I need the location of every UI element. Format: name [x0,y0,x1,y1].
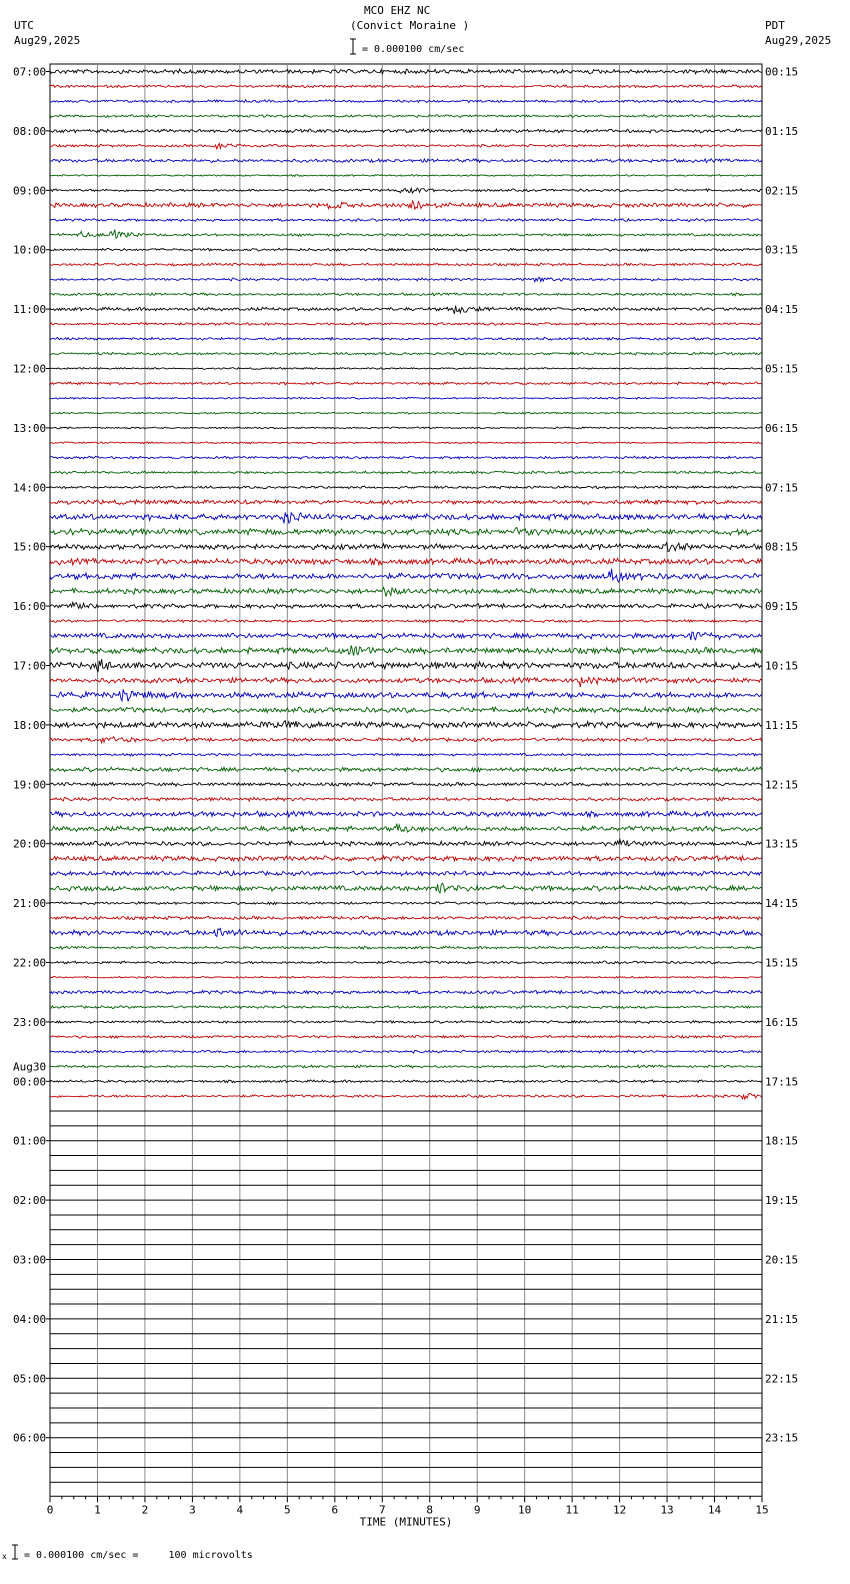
left-hour-label: 06:00 [13,1431,47,1445]
right-hour-label: 01:15 [765,124,799,138]
left-hour-label: 08:00 [13,124,47,138]
seismic-trace [50,144,762,149]
seismic-trace [50,782,762,786]
station-title: MCO EHZ NC [364,4,431,17]
x-tick-label: 3 [189,1503,196,1517]
seismic-trace [50,175,762,177]
seismic-trace [50,569,762,582]
right-hour-label: 11:15 [765,718,799,732]
seismic-trace [50,442,762,444]
x-tick-label: 10 [518,1503,532,1517]
seismic-trace [50,1021,762,1024]
seismic-trace [50,397,762,399]
seismic-trace [50,306,762,314]
seismic-trace [50,500,762,505]
seismic-trace [50,201,762,209]
seismic-trace [50,129,762,133]
date-change-label: Aug30 [13,1060,47,1074]
seismic-trace [50,159,762,163]
seismic-trace [50,1006,762,1009]
x-axis-title: TIME (MINUTES) [359,1515,453,1529]
traces [50,69,762,1482]
left-hour-label: 19:00 [13,778,47,792]
seismic-trace [50,871,762,876]
seismic-trace [50,883,762,893]
seismic-trace [50,219,762,222]
x-tick-label: 5 [284,1503,291,1517]
seismic-trace [50,753,762,756]
right-hour-label: 10:15 [765,659,799,673]
seismic-trace [50,916,762,920]
left-hour-label: 10:00 [13,243,47,257]
left-hour-label: 18:00 [13,718,47,732]
seismic-trace [50,248,762,251]
left-date: Aug29,2025 [14,34,81,47]
seismic-trace [50,528,762,536]
right-hour-label: 20:15 [765,1253,799,1267]
seismic-trace [50,188,762,193]
seismic-trace [50,1035,762,1038]
seismic-trace [50,721,762,729]
right-hour-label: 08:15 [765,540,799,554]
left-hour-label: 02:00 [13,1194,47,1208]
seismic-trace [50,659,762,672]
seismic-trace [50,840,762,847]
right-hour-label: 07:15 [765,481,799,495]
right-hour-label: 23:15 [765,1431,799,1445]
x-tick-label: 11 [565,1503,579,1517]
x-tick-label: 12 [612,1503,627,1517]
x-tick-label: 15 [755,1503,769,1517]
seismic-trace [50,1050,762,1053]
left-hour-label: 20:00 [13,837,47,851]
seismic-trace [50,412,762,414]
left-hour-label: 12:00 [13,362,47,376]
right-hour-label: 03:15 [765,243,799,257]
left-hour-label: 03:00 [13,1253,47,1267]
right-hour-label: 13:15 [765,837,799,851]
seismic-trace [50,278,762,282]
seismic-trace [50,100,762,103]
x-tick-label: 13 [660,1503,674,1517]
left-hour-label: 05:00 [13,1372,47,1386]
right-hour-label: 06:15 [765,421,799,435]
seismic-trace [50,69,762,74]
x-tick-label: 14 [707,1503,722,1517]
seismic-trace [50,486,762,489]
right-hour-label: 04:15 [765,303,799,317]
seismic-trace [50,632,762,640]
x-tick-label: 0 [46,1503,54,1517]
left-hour-label: 04:00 [13,1312,47,1326]
left-hour-label: 17:00 [13,659,47,673]
seismic-trace [50,677,762,687]
seismic-trace [50,1093,762,1099]
seismic-trace [50,689,762,701]
right-hour-label: 14:15 [765,897,799,911]
x-axis [47,1496,769,1528]
left-hour-label: 23:00 [13,1015,47,1029]
right-date: Aug29,2025 [765,34,832,47]
station-location: (Convict Moraine ) [350,19,470,32]
left-hour-label: 14:00 [13,481,47,495]
x-tick-label: 9 [473,1503,481,1517]
seismic-trace [50,263,762,266]
right-hour-label: 15:15 [765,956,799,970]
seismic-trace [50,602,762,608]
left-hour-label: 11:00 [13,303,47,317]
seismic-trace [50,902,762,905]
left-timezone: UTC [14,19,34,32]
seismic-trace [50,767,762,772]
x-tick-label: 1 [94,1503,101,1517]
right-hour-label: 16:15 [765,1015,799,1029]
seismic-trace [50,337,762,340]
footer-marker: x [2,1552,7,1561]
seismic-trace [50,382,762,385]
seismic-trace [50,976,762,978]
seismic-trace [50,471,762,474]
right-hour-label: 17:15 [765,1075,799,1089]
x-tick-label: 2 [141,1503,149,1517]
seismic-trace [50,946,762,949]
seismic-trace [50,961,762,964]
seismic-trace [50,230,762,239]
right-hour-label: 00:15 [765,65,799,79]
seismic-trace [50,352,762,355]
seismic-trace [50,427,762,429]
left-hour-label: 15:00 [13,540,47,554]
seismic-trace [50,824,762,833]
seismic-trace [50,368,762,370]
seismic-trace [50,456,762,459]
seismic-trace [50,115,762,118]
footer-scale-bar-icon [10,1544,20,1562]
left-hour-label: 22:00 [13,956,47,970]
seismic-trace [50,85,762,88]
left-hour-label: 07:00 [13,65,47,79]
seismic-trace [50,737,762,743]
seismic-trace [50,513,762,524]
seismic-trace [50,1065,762,1068]
x-tick-label: 6 [331,1503,339,1517]
seismic-trace [50,797,762,801]
seismic-trace [50,558,762,565]
left-hour-label: 16:00 [13,600,47,614]
x-tick-label: 7 [378,1503,386,1517]
right-hour-label: 22:15 [765,1372,799,1386]
left-hour-label: 01:00 [13,1134,47,1148]
seismic-trace [50,542,762,551]
seismic-trace [50,620,762,623]
seismic-trace [50,323,762,326]
right-hour-label: 09:15 [765,600,799,614]
seismic-trace [50,707,762,713]
seismic-trace [50,928,762,936]
right-hour-label: 05:15 [765,362,799,376]
seismic-trace [50,990,762,994]
x-tick-label: 8 [426,1503,434,1517]
left-hour-label: 13:00 [13,421,47,435]
seismic-trace [50,293,762,296]
right-hour-label: 02:15 [765,184,799,198]
right-hour-label: 12:15 [765,778,799,792]
seismic-trace [50,1080,762,1083]
right-timezone: PDT [765,19,785,32]
scale-label: = 0.000100 cm/sec [362,44,465,55]
right-hour-label: 19:15 [765,1194,799,1208]
footer-scale-label: = 0.000100 cm/sec = 100 microvolts [24,1550,253,1561]
right-hour-label: 21:15 [765,1312,799,1326]
seismic-trace [50,587,762,596]
x-tick-label: 4 [236,1503,244,1517]
right-hour-label: 18:15 [765,1134,799,1148]
seismic-trace [50,645,762,655]
seismic-trace [50,856,762,862]
left-hour-label: 09:00 [13,184,47,198]
seismic-trace [50,811,762,817]
left-hour-label: 00:00 [13,1075,47,1089]
left-hour-label: 21:00 [13,897,47,911]
